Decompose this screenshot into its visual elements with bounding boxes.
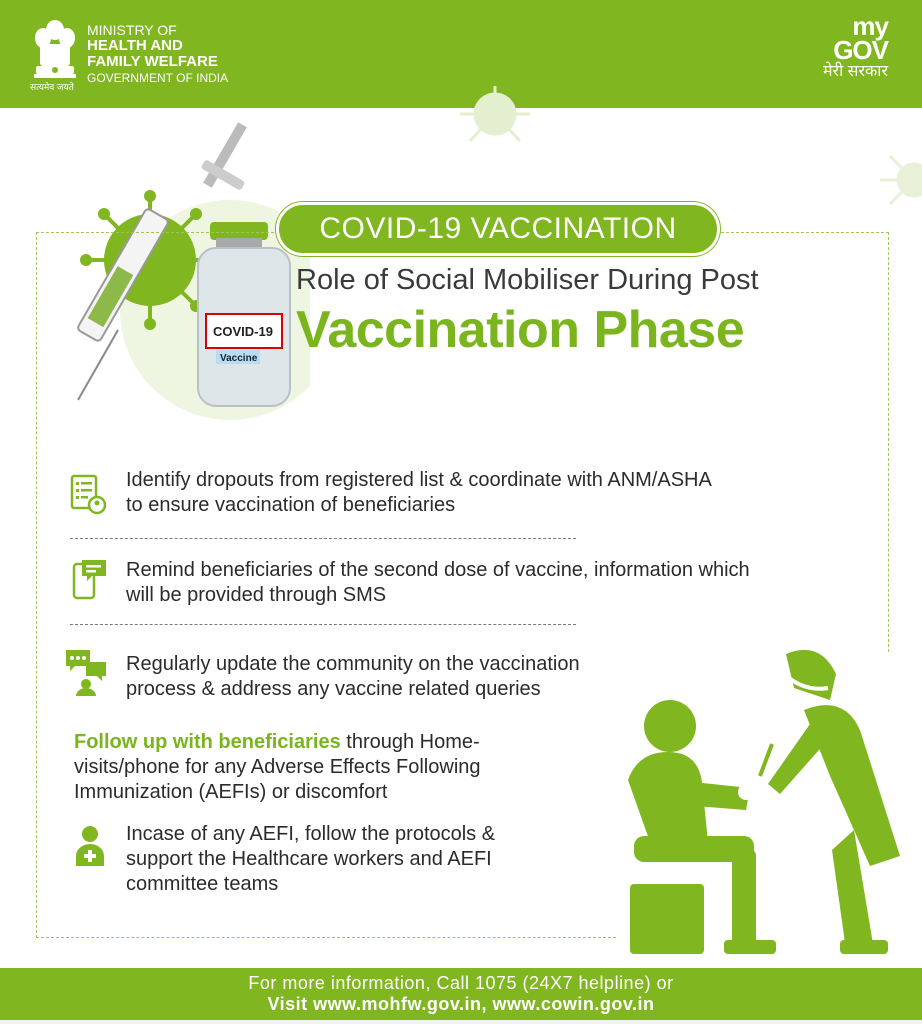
footer-bar xyxy=(0,968,922,1020)
item-text-line2: process & address any vaccine related queries xyxy=(126,678,541,700)
list-item xyxy=(126,468,712,518)
vial-label: COVID-19 xyxy=(213,324,273,339)
divider xyxy=(70,624,576,625)
mygov-gov: GOV xyxy=(833,35,888,65)
divider xyxy=(70,538,576,539)
vial-sublabel: Vaccine xyxy=(220,353,258,364)
page-title: Vaccination Phase xyxy=(296,301,745,359)
emblem-caption: सत्यमेव जयते xyxy=(30,82,74,92)
content-frame-right xyxy=(888,232,889,652)
checklist-user-icon xyxy=(70,474,106,514)
item-text-line1: Regularly update the community on the vaccination xyxy=(126,653,580,675)
list-item xyxy=(126,652,580,702)
virus-decoration-icon xyxy=(440,86,550,156)
followup-rest: through Home-visits/phone for any Adverse Effects Following Immunization (AEFIs) or discomfort xyxy=(74,731,481,803)
aefi-line3: committee teams xyxy=(126,873,279,895)
list-item xyxy=(126,558,750,608)
followup-text xyxy=(74,730,574,805)
bottom-strip xyxy=(0,1020,922,1024)
item-text-line1: Identify dropouts from registered list & coordinate with ANM/ASHA xyxy=(126,469,712,491)
doctor-icon xyxy=(74,824,106,866)
mobile-message-icon xyxy=(72,558,108,600)
item-text-line2: will be provided through SMS xyxy=(126,584,387,606)
list-item xyxy=(126,822,495,897)
ministry-line3: FAMILY WELFARE xyxy=(87,53,218,70)
community-chat-icon xyxy=(64,646,110,696)
virus-decoration-icon xyxy=(880,150,922,210)
item-text-line2: to ensure vaccination of beneficiaries xyxy=(126,494,456,516)
aefi-line1: Incase of any AEFI, follow the protocols & xyxy=(126,823,496,845)
mygov-my: my xyxy=(852,11,888,41)
footer-line1: For more information, Call 1075 (24X7 helpline) or xyxy=(248,973,674,993)
item-text-line1: Remind beneficiaries of the second dose of vaccine, information which xyxy=(126,559,750,581)
mygov-logo xyxy=(822,11,888,82)
followup-bold: Follow up with beneficiaries xyxy=(74,731,341,753)
mygov-hindi: मेरी सरकार xyxy=(822,63,888,80)
footer-line2: Visit www.mohfw.gov.in, www.cowin.gov.in xyxy=(267,994,655,1014)
ministry-name xyxy=(87,22,228,86)
vaccination-illustration xyxy=(614,640,914,966)
content-frame-bottom xyxy=(36,937,616,938)
page-subtitle: Role of Social Mobiliser During Post xyxy=(296,264,759,296)
ministry-line1: MINISTRY OF xyxy=(87,22,177,38)
ministry-line2: HEALTH AND xyxy=(87,37,183,54)
aefi-line2: support the Healthcare workers and AEFI xyxy=(126,848,492,870)
ministry-line4: GOVERNMENT OF INDIA xyxy=(87,71,229,85)
title-pill: COVID-19 VACCINATION xyxy=(276,202,720,256)
